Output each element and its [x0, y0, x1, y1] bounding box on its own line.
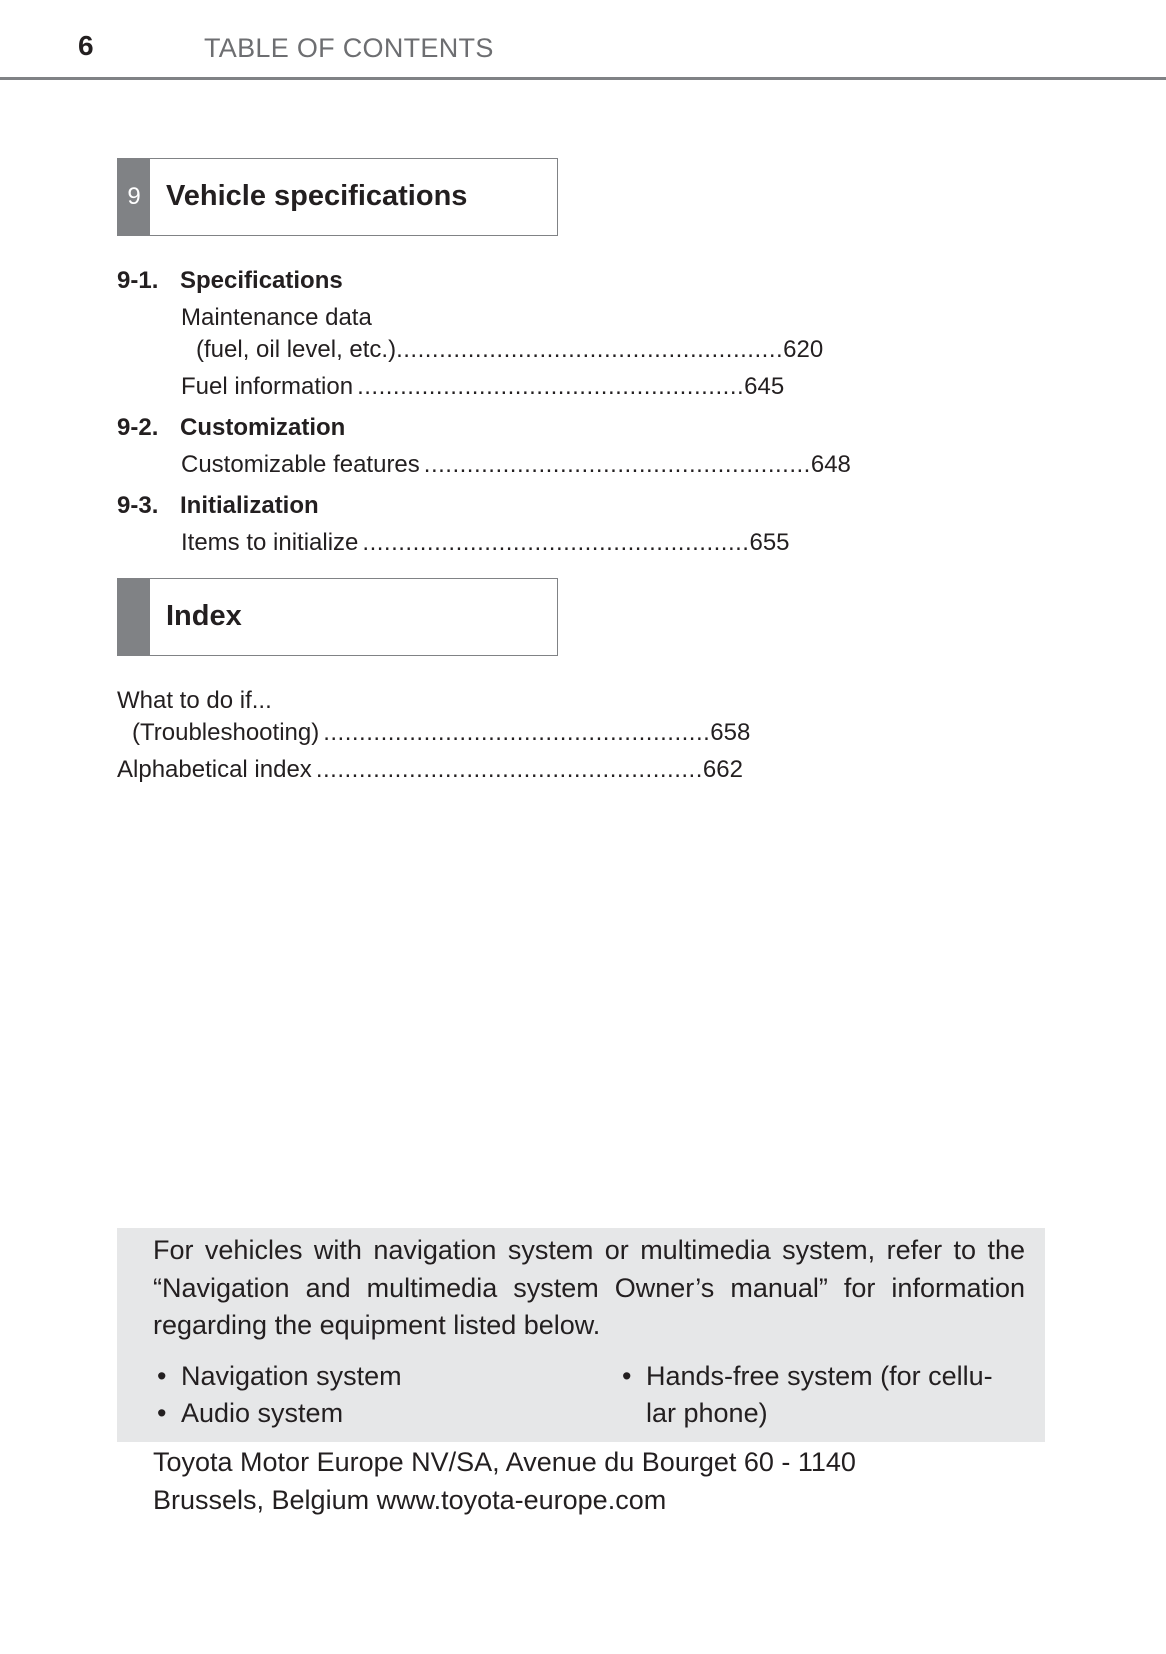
bullet-label: Navigation system [181, 1361, 402, 1391]
notice-text: For vehicles with navigation system or multimedia system, refer to the “Navigation and multimedia system Owner’s manual” for information regarding the equipment listed below. [153, 1235, 1025, 1340]
toc-group-title: Customization [180, 414, 346, 441]
toc-entry-customizable-features[interactable] [181, 450, 851, 480]
toc-group-number: 9-3. [117, 492, 159, 519]
notice-box [117, 1228, 1045, 1442]
toc-entry-label: Customizable features [181, 451, 420, 478]
toc-group-9-3[interactable] [117, 491, 319, 521]
bullet-dot: • [157, 1398, 167, 1428]
toc-entry-label: (fuel, oil level, etc.) [196, 336, 397, 363]
toc-entry-what-to-do-line1[interactable]: What to do if... [117, 687, 272, 714]
dot-leader: ...................................................... [357, 373, 745, 400]
index-heading[interactable] [117, 578, 558, 656]
bullet-hands-free-system [622, 1358, 993, 1396]
bullet-dot: • [622, 1361, 632, 1391]
toc-entry-label: Items to initialize [181, 529, 359, 556]
publisher-address [153, 1443, 1053, 1519]
section-9-title: Vehicle specifications [166, 180, 468, 212]
toc-group-title: Initialization [180, 492, 319, 519]
bullet-audio-system [157, 1395, 343, 1433]
publisher-line-1: Toyota Motor Europe NV/SA, Avenue du Bourget 60 - 1140 [153, 1447, 856, 1477]
section-9-tab: 9 [118, 159, 150, 235]
dot-leader: ...................................................... [362, 529, 750, 556]
toc-entry-label: Fuel information [181, 373, 354, 400]
publisher-line-2: Brussels, Belgium www.toyota-europe.com [153, 1485, 667, 1515]
toc-entry-maintenance-data[interactable] [196, 335, 824, 365]
page-header [0, 0, 1166, 82]
bullet-dot: • [157, 1361, 167, 1391]
toc-group-9-1[interactable] [117, 266, 343, 296]
bullet-label: Hands-free system (for cellu- [646, 1361, 993, 1391]
toc-entry-page: 620 [783, 336, 824, 363]
toc-entry-items-to-initialize[interactable] [181, 528, 790, 558]
toc-group-number: 9-2. [117, 414, 159, 441]
section-9-heading[interactable] [117, 158, 558, 236]
header-rule [0, 77, 1166, 80]
bullet-navigation-system [157, 1358, 402, 1396]
index-tab [118, 579, 150, 655]
toc-entry-troubleshooting[interactable] [132, 718, 751, 748]
toc-entry-page: 645 [744, 373, 785, 400]
dot-leader: ...................................................... [315, 756, 703, 783]
toc-entry-fuel-information[interactable] [181, 372, 785, 402]
page-number: 6 [78, 30, 94, 61]
dot-leader: ...................................................... [396, 336, 784, 363]
toc-entry-label: (Troubleshooting) [132, 719, 320, 746]
dot-leader: ...................................................... [423, 451, 811, 478]
dot-leader: ...................................................... [323, 719, 711, 746]
toc-entry-alphabetical-index[interactable] [117, 755, 743, 785]
bullet-label: Audio system [181, 1398, 344, 1428]
toc-entry-page: 655 [749, 529, 790, 556]
toc-group-9-2[interactable] [117, 413, 345, 443]
toc-group-title: Specifications [180, 267, 343, 294]
toc-entry-label: Alphabetical index [117, 756, 312, 783]
index-title: Index [166, 600, 242, 632]
toc-entry-maintenance-data-line1[interactable]: Maintenance data [181, 304, 372, 331]
bullet-hands-free-continuation: lar phone) [646, 1398, 768, 1428]
toc-entry-page: 662 [702, 756, 743, 783]
toc-entry-page: 648 [810, 451, 851, 478]
running-title: TABLE OF CONTENTS [204, 33, 494, 63]
toc-group-number: 9-1. [117, 267, 159, 294]
toc-entry-page: 658 [710, 719, 751, 746]
